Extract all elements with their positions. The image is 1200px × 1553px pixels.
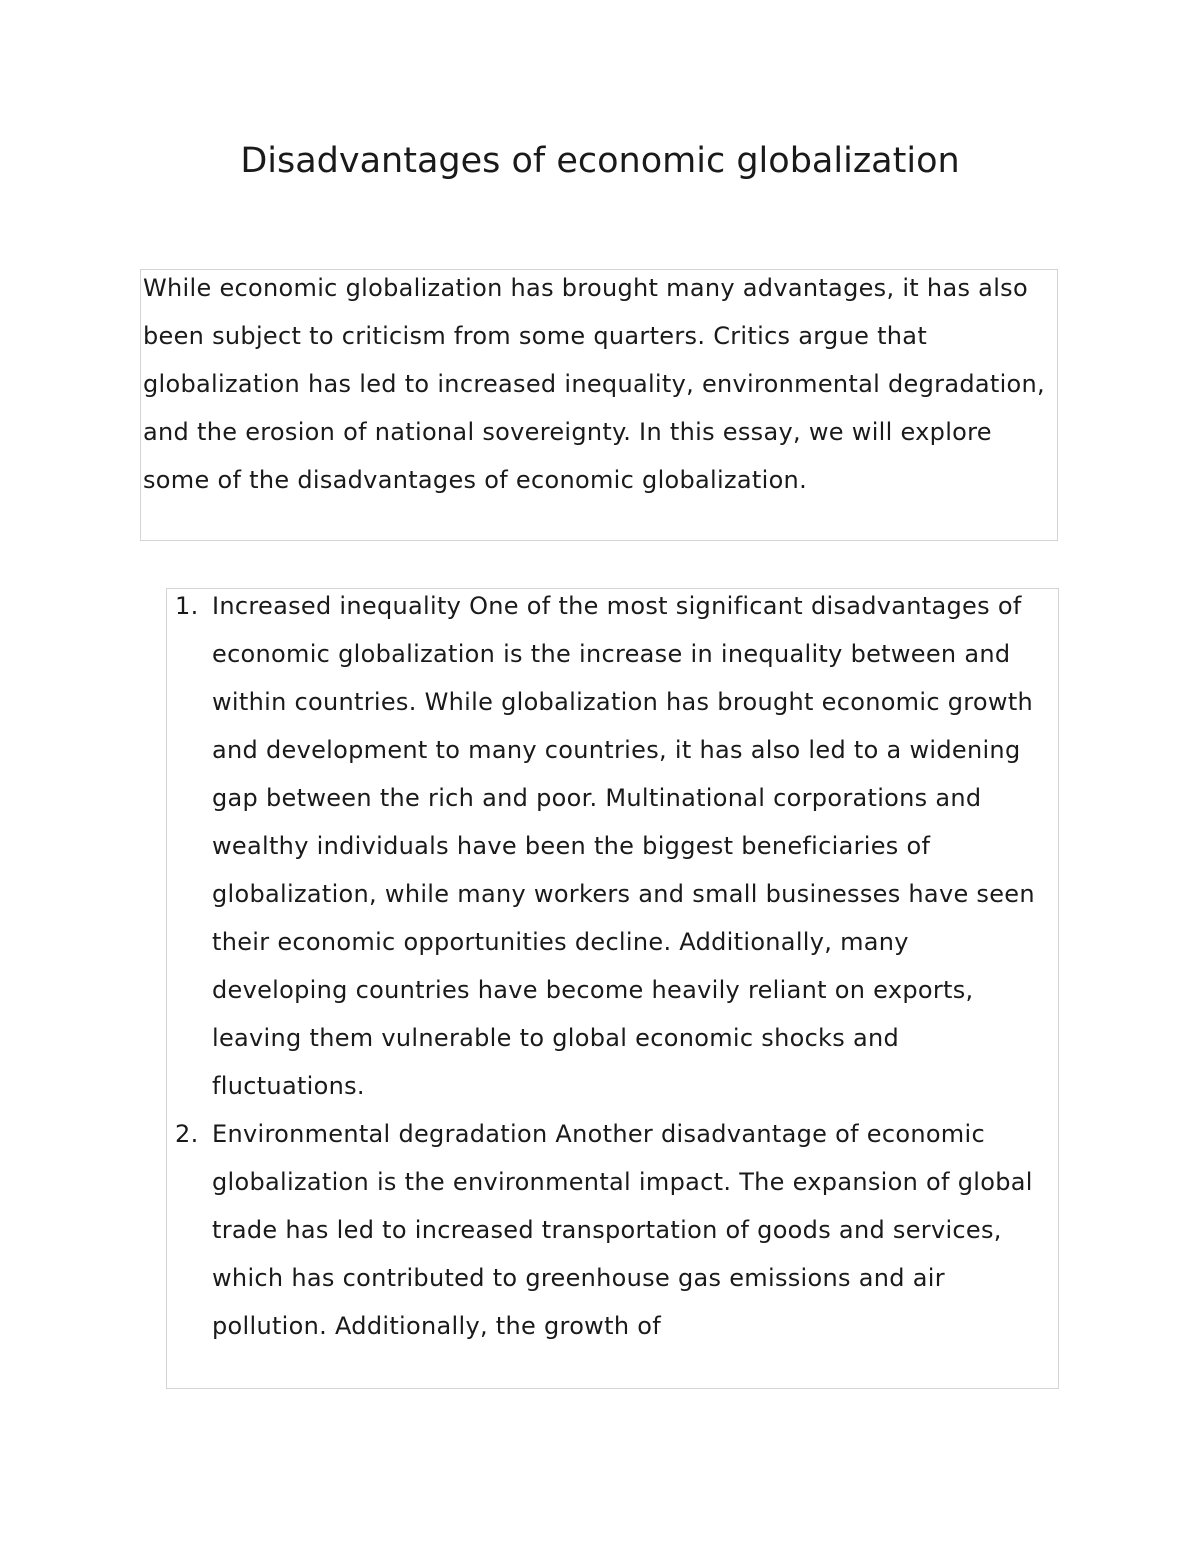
points-list (167, 588, 1058, 1350)
list-item-number: 1. (175, 592, 199, 620)
list-item-text: Environmental degradation Another disadvantage of economic globalization is the environmental impact. The expansion of global trade has led to increased transportation of goods and services, which has contributed to greenhouse gas emissions and air pollution. Additionally, the growth of (212, 1120, 1033, 1340)
list-item-number: 2. (175, 1120, 199, 1148)
page-title: Disadvantages of economic globalization (240, 141, 960, 181)
list-item-text: Increased inequality One of the most significant disadvantages of economic globalization is the increase in inequality between and within countries. While globalization has brought economic growth and development to many countries, it has also led to a widening gap between the rich and poor. Multinational corporations and wealthy individuals have been the biggest beneficiaries of globalization, while many workers and small businesses have seen their economic opportunities decline. Additionally, many developing countries have become heavily reliant on exports, leaving them vulnerable to global economic shocks and fluctuations. (212, 592, 1035, 1100)
list-item (167, 588, 1058, 1110)
points-text-box[interactable] (166, 588, 1059, 1389)
list-item (167, 1110, 1058, 1350)
intro-text-box[interactable] (140, 269, 1058, 541)
intro-paragraph: While economic globalization has brought many advantages, it has also been subject to criticism from some quarters. Critics argue that globalization has led to increased inequality, environmental degradation, and the erosion of national sovereignty. In this essay, we will explore some of the disadvantages of economic globalization. (143, 274, 1045, 494)
